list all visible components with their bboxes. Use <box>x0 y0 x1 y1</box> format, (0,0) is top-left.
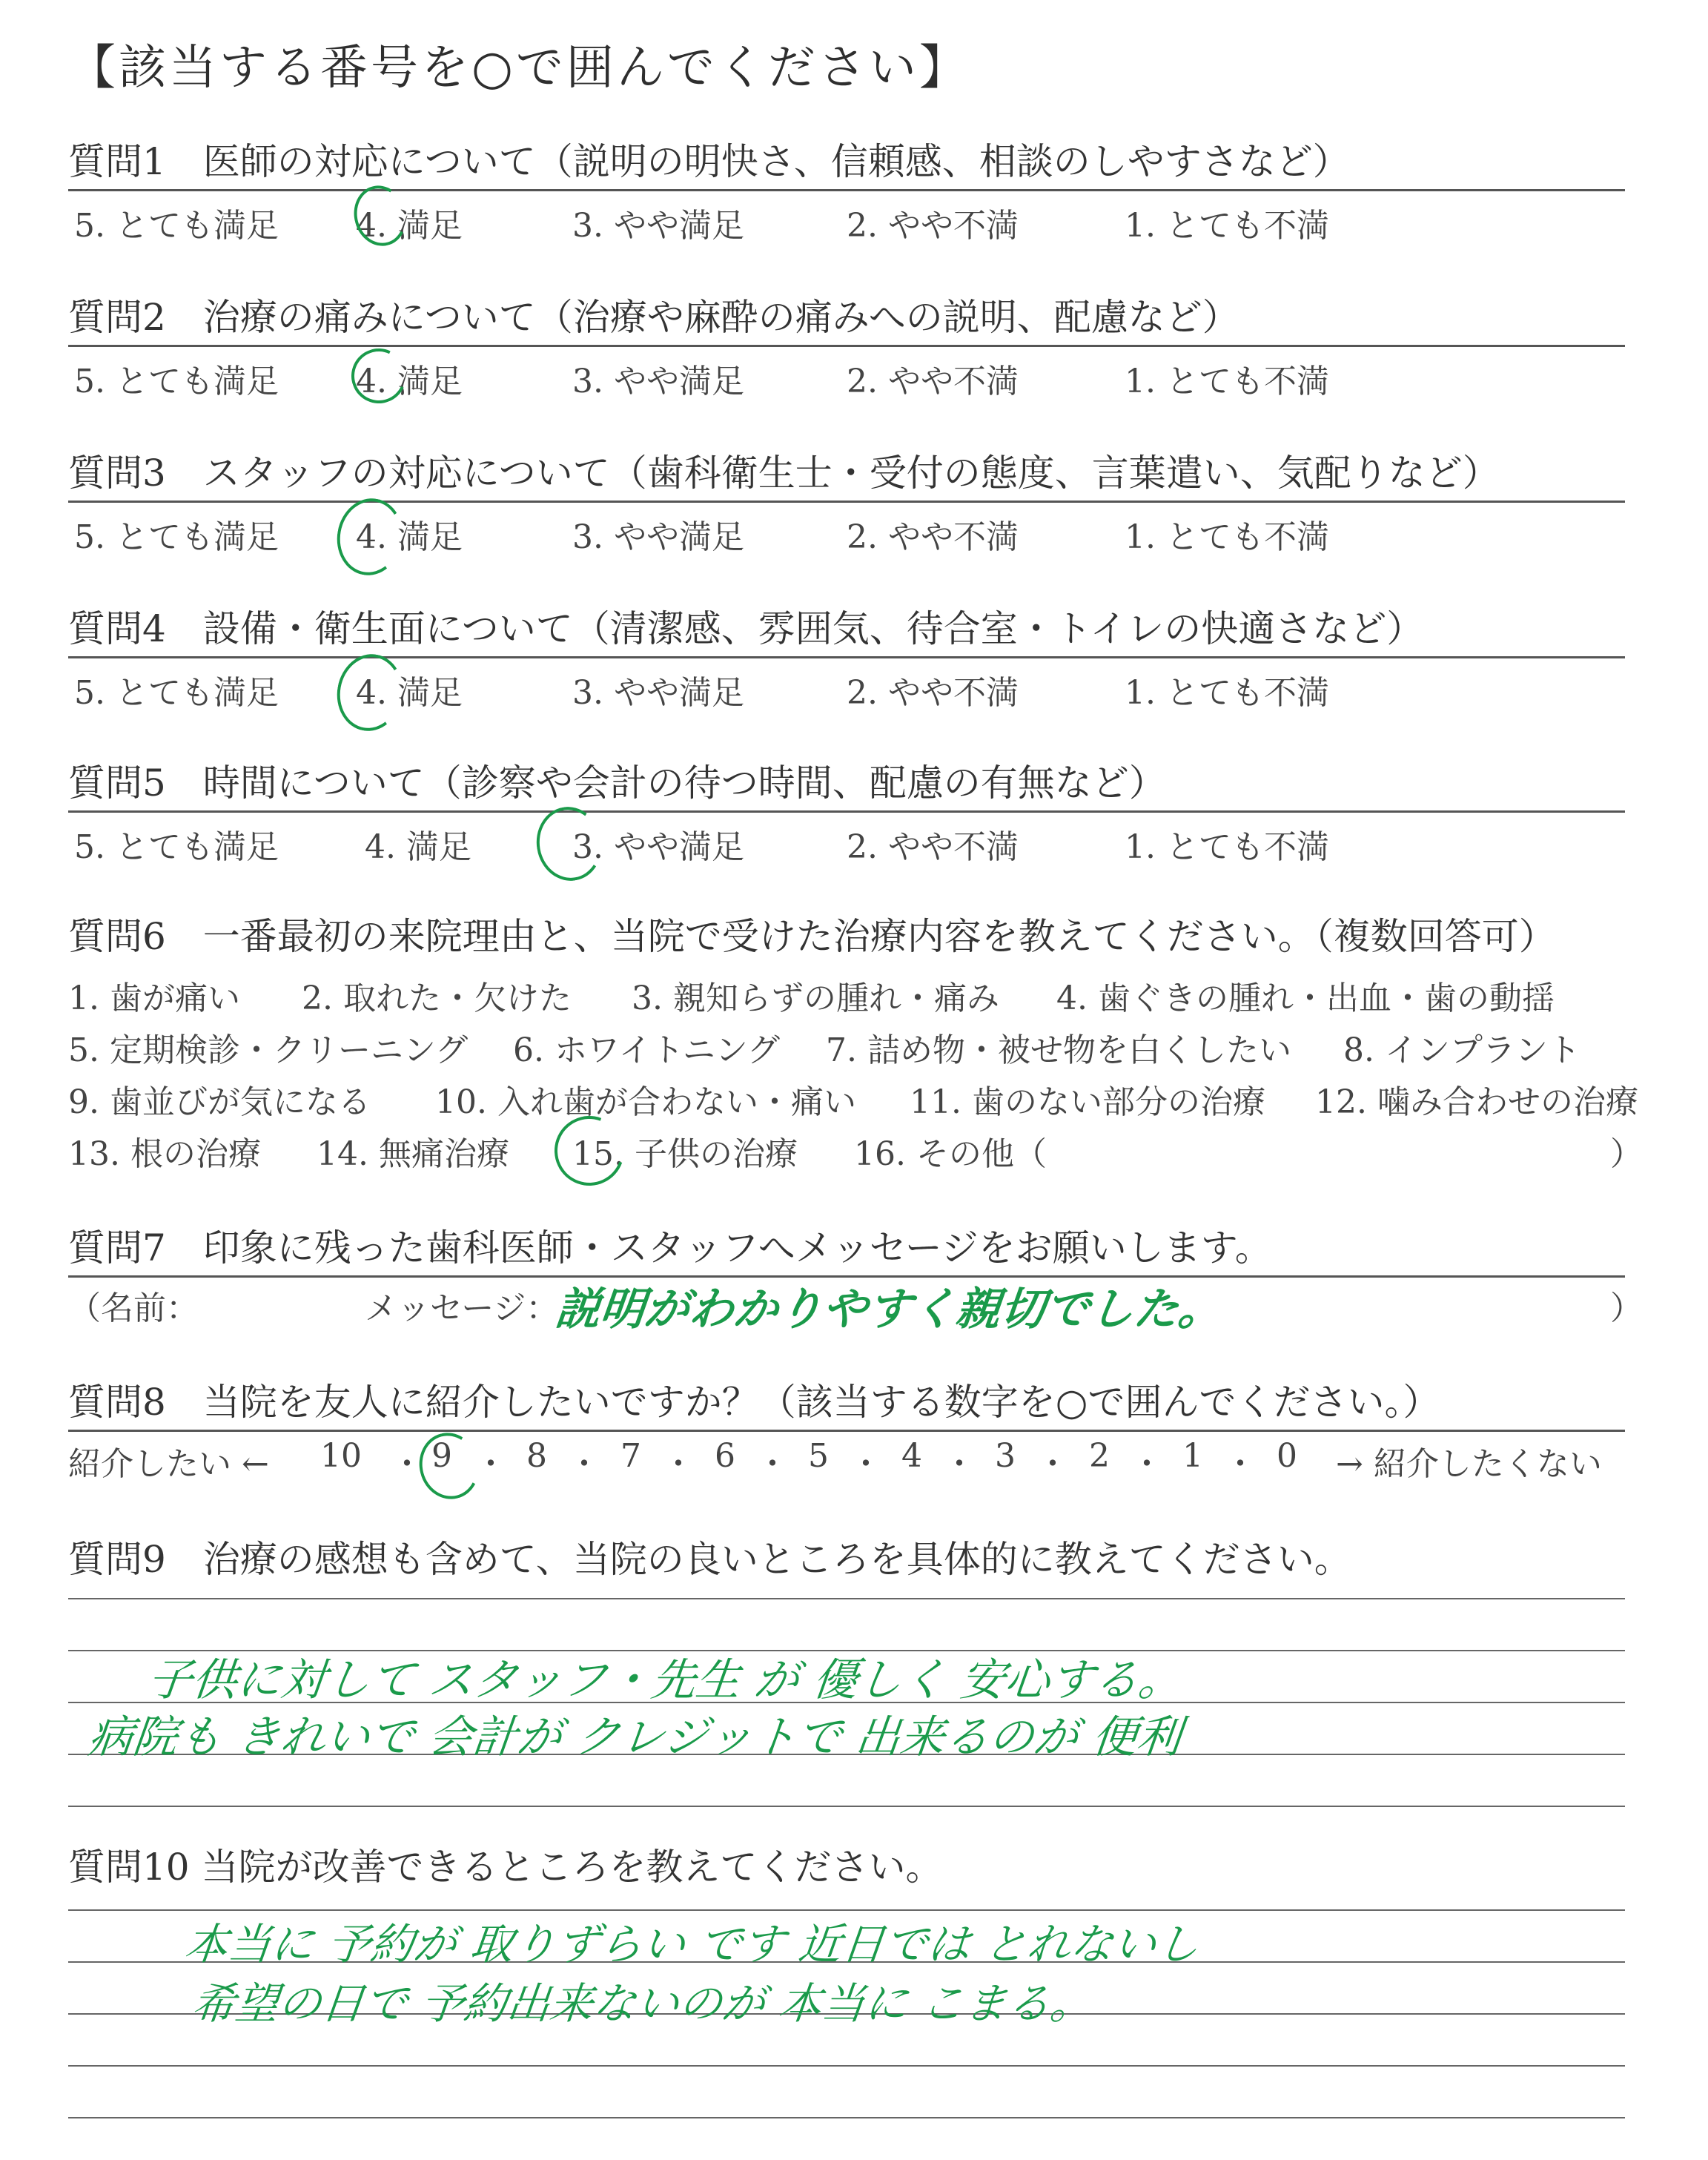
q8-number-8[interactable]: 8 <box>526 1437 547 1475</box>
question-10-title: 質問10 当院が改善できるところを教えてください。 <box>68 1846 943 1889</box>
q8-separator: ・ <box>850 1445 882 1483</box>
q8-number-0[interactable]: 0 <box>1277 1437 1297 1475</box>
q8-separator: ・ <box>943 1445 976 1483</box>
question-3 <box>68 449 1625 498</box>
q2-option-3[interactable]: 3. やや満足 <box>572 363 744 400</box>
q6-choice-1[interactable]: 1. 歯が痛い <box>68 980 240 1017</box>
q8-separator: ・ <box>1036 1445 1069 1483</box>
form-header: 【該当する番号を○で囲んでください】 <box>68 41 970 96</box>
q8-number-6[interactable]: 6 <box>715 1437 735 1475</box>
question-4-title: 質問4 設備・衛生面について（清潔感、雰囲気、待合室・トイレの快適さなど） <box>68 607 1424 650</box>
q4-option-5[interactable]: 5. とても満足 <box>74 674 279 712</box>
q1-option-5[interactable]: 5. とても満足 <box>74 207 279 245</box>
q4-selection-circle <box>331 649 409 736</box>
q3-option-1[interactable]: 1. とても不満 <box>1125 518 1329 556</box>
q1-option-1[interactable]: 1. とても不満 <box>1125 207 1329 245</box>
q6-choice-10[interactable]: 10. 入れ歯が合わない・痛い <box>435 1083 856 1121</box>
q6-choice-14[interactable]: 14. 無痛治療 <box>317 1135 509 1173</box>
q1-option-2[interactable]: 2. やや不満 <box>847 207 1019 245</box>
q6-choice-2[interactable]: 2. 取れた・欠けた <box>302 980 572 1017</box>
q4-option-1[interactable]: 1. とても不満 <box>1125 674 1329 712</box>
question-8 <box>68 1378 1625 1427</box>
q6-choice-9[interactable]: 9. 歯並びが気になる <box>68 1083 371 1121</box>
question-6-choices <box>68 971 1643 1194</box>
q10-answer-line <box>68 2065 1625 2067</box>
q8-number-9[interactable]: 9 <box>431 1437 452 1475</box>
question-5-title: 質問5 時間について（診察や会計の待つ時間、配慮の有無など） <box>68 762 1166 805</box>
question-4-rule <box>68 656 1625 658</box>
q5-option-3[interactable]: 3. やや満足 <box>572 828 744 866</box>
q2-option-2[interactable]: 2. やや不満 <box>847 363 1019 400</box>
q1-option-3[interactable]: 3. やや満足 <box>572 207 744 245</box>
q8-separator: ・ <box>568 1445 600 1483</box>
question-7 <box>68 1223 1625 1272</box>
q7-close-paren: ） <box>1610 1289 1643 1327</box>
q10-handwriting-line-1[interactable]: 本当に 予約が 取りずらい です 近日では とれないし <box>182 1919 1202 1969</box>
q6-choice-15[interactable]: 15. 子供の治療 <box>572 1135 798 1173</box>
question-3-rule <box>68 501 1625 503</box>
q8-separator: ・ <box>391 1445 423 1483</box>
q3-option-4[interactable]: 4. 満足 <box>356 518 463 556</box>
question-2-title: 質問2 治療の痛みについて（治療や麻酔の痛みへの説明、配慮など） <box>68 296 1239 339</box>
q9-handwriting-line-1[interactable]: 子供に対して スタッフ・先生 が 優しく 安心する。 <box>145 1654 1186 1706</box>
question-8-scale-row <box>68 1437 1640 1489</box>
q6-choice-7[interactable]: 7. 詰め物・被せ物を白くしたい <box>826 1031 1291 1069</box>
question-6 <box>68 912 1625 961</box>
q8-number-3[interactable]: 3 <box>995 1437 1016 1475</box>
q8-number-4[interactable]: 4 <box>901 1437 922 1475</box>
q6-choice-16[interactable]: 16. その他（ <box>854 1135 1047 1173</box>
q8-separator: ・ <box>1224 1445 1257 1483</box>
q8-left-label: 紹介したい ← <box>68 1445 269 1483</box>
question-8-title: 質問8 当院を友人に紹介したいですか？（該当する数字を○で囲んでください。） <box>68 1381 1440 1424</box>
q3-selection-circle <box>331 493 409 581</box>
q4-option-3[interactable]: 3. やや満足 <box>572 674 744 712</box>
question-1-title: 質問1 医師の対応について（説明の明快さ、信頼感、相談のしやすさなど） <box>68 140 1350 183</box>
q8-number-5[interactable]: 5 <box>808 1437 829 1475</box>
q5-option-1[interactable]: 1. とても不満 <box>1125 828 1329 866</box>
question-9-title: 質問9 治療の感想も含めて、当院の良いところを具体的に教えてください。 <box>68 1538 1351 1581</box>
q3-option-5[interactable]: 5. とても満足 <box>74 518 279 556</box>
q5-option-2[interactable]: 2. やや不満 <box>847 828 1019 866</box>
q6-choice-5[interactable]: 5. 定期検診・クリーニング <box>68 1031 469 1069</box>
q2-option-4[interactable]: 4. 満足 <box>356 363 463 400</box>
q6-choice-11[interactable]: 11. 歯のない部分の治療 <box>910 1083 1265 1121</box>
q8-separator: ・ <box>474 1445 507 1483</box>
question-4 <box>68 604 1625 653</box>
q9-answer-line <box>68 1598 1625 1599</box>
q3-option-3[interactable]: 3. やや満足 <box>572 518 744 556</box>
q3-option-2[interactable]: 2. やや不満 <box>847 518 1019 556</box>
question-5-rule <box>68 810 1625 813</box>
q10-handwriting-line-2[interactable]: 希望の日で 予約出来ないのが 本当に こまる。 <box>189 1978 1096 2029</box>
q7-message-handwriting[interactable]: 説明がわかりやすく親切でした。 <box>552 1284 1226 1335</box>
q2-option-5[interactable]: 5. とても満足 <box>74 363 279 400</box>
q9-handwriting-line-2[interactable]: 病院も きれいで 会計が クレジットで 出来るのが 便利 <box>85 1711 1185 1763</box>
q8-number-2[interactable]: 2 <box>1089 1437 1110 1475</box>
q8-number-7[interactable]: 7 <box>620 1437 641 1475</box>
q8-number-10[interactable]: 10 <box>320 1437 362 1475</box>
q8-separator: ・ <box>1131 1445 1163 1483</box>
q8-separator: ・ <box>756 1445 789 1483</box>
q8-number-1[interactable]: 1 <box>1182 1437 1203 1475</box>
q4-option-2[interactable]: 2. やや不満 <box>847 674 1019 712</box>
question-1 <box>68 137 1625 186</box>
question-5 <box>68 759 1625 807</box>
question-9 <box>68 1535 1625 1584</box>
q5-option-5[interactable]: 5. とても満足 <box>74 828 279 866</box>
q6-choice-12[interactable]: 12. 噛み合わせの治療 <box>1315 1083 1638 1121</box>
q5-option-4[interactable]: 4. 満足 <box>365 828 471 866</box>
q6-choice-4[interactable]: 4. 歯ぐきの腫れ・出血・歯の動揺 <box>1056 980 1555 1017</box>
q9-answer-line <box>68 1806 1625 1807</box>
question-7-title: 質問7 印象に残った歯科医師・スタッフへメッセージをお願いします。 <box>68 1226 1272 1269</box>
q6-choice-13[interactable]: 13. 根の治療 <box>68 1135 261 1173</box>
q7-name-label: （名前： <box>68 1289 199 1327</box>
q6-choice-3[interactable]: 3. 親知らずの腫れ・痛み <box>632 980 999 1017</box>
q5-selection-circle <box>531 802 608 886</box>
q6-choice-16-close-paren: ） <box>1610 1135 1643 1173</box>
question-1-rule <box>68 189 1625 191</box>
question-2-rule <box>68 345 1625 347</box>
q8-separator: ・ <box>662 1445 695 1483</box>
q2-option-1[interactable]: 1. とても不満 <box>1125 363 1329 400</box>
q10-answer-line <box>68 2117 1625 2118</box>
q1-option-4[interactable]: 4. 満足 <box>356 207 463 245</box>
q6-choice-6[interactable]: 6. ホワイトニング <box>513 1031 781 1069</box>
question-10 <box>68 1843 1625 1892</box>
question-2 <box>68 293 1625 342</box>
q6-choice-8[interactable]: 8. インプラント <box>1343 1031 1580 1069</box>
question-6-title: 質問6 一番最初の来院理由と、当院で受けた治療内容を教えてください。（複数回答可） <box>68 915 1556 958</box>
q4-option-4[interactable]: 4. 満足 <box>356 674 463 712</box>
question-3-title: 質問3 スタッフの対応について（歯科衛生士・受付の態度、言葉遣い、気配りなど） <box>68 452 1500 495</box>
q7-message-label: メッセージ： <box>365 1289 559 1327</box>
q8-right-label: → 紹介したくない <box>1336 1445 1602 1483</box>
question-8-rule <box>68 1430 1625 1432</box>
